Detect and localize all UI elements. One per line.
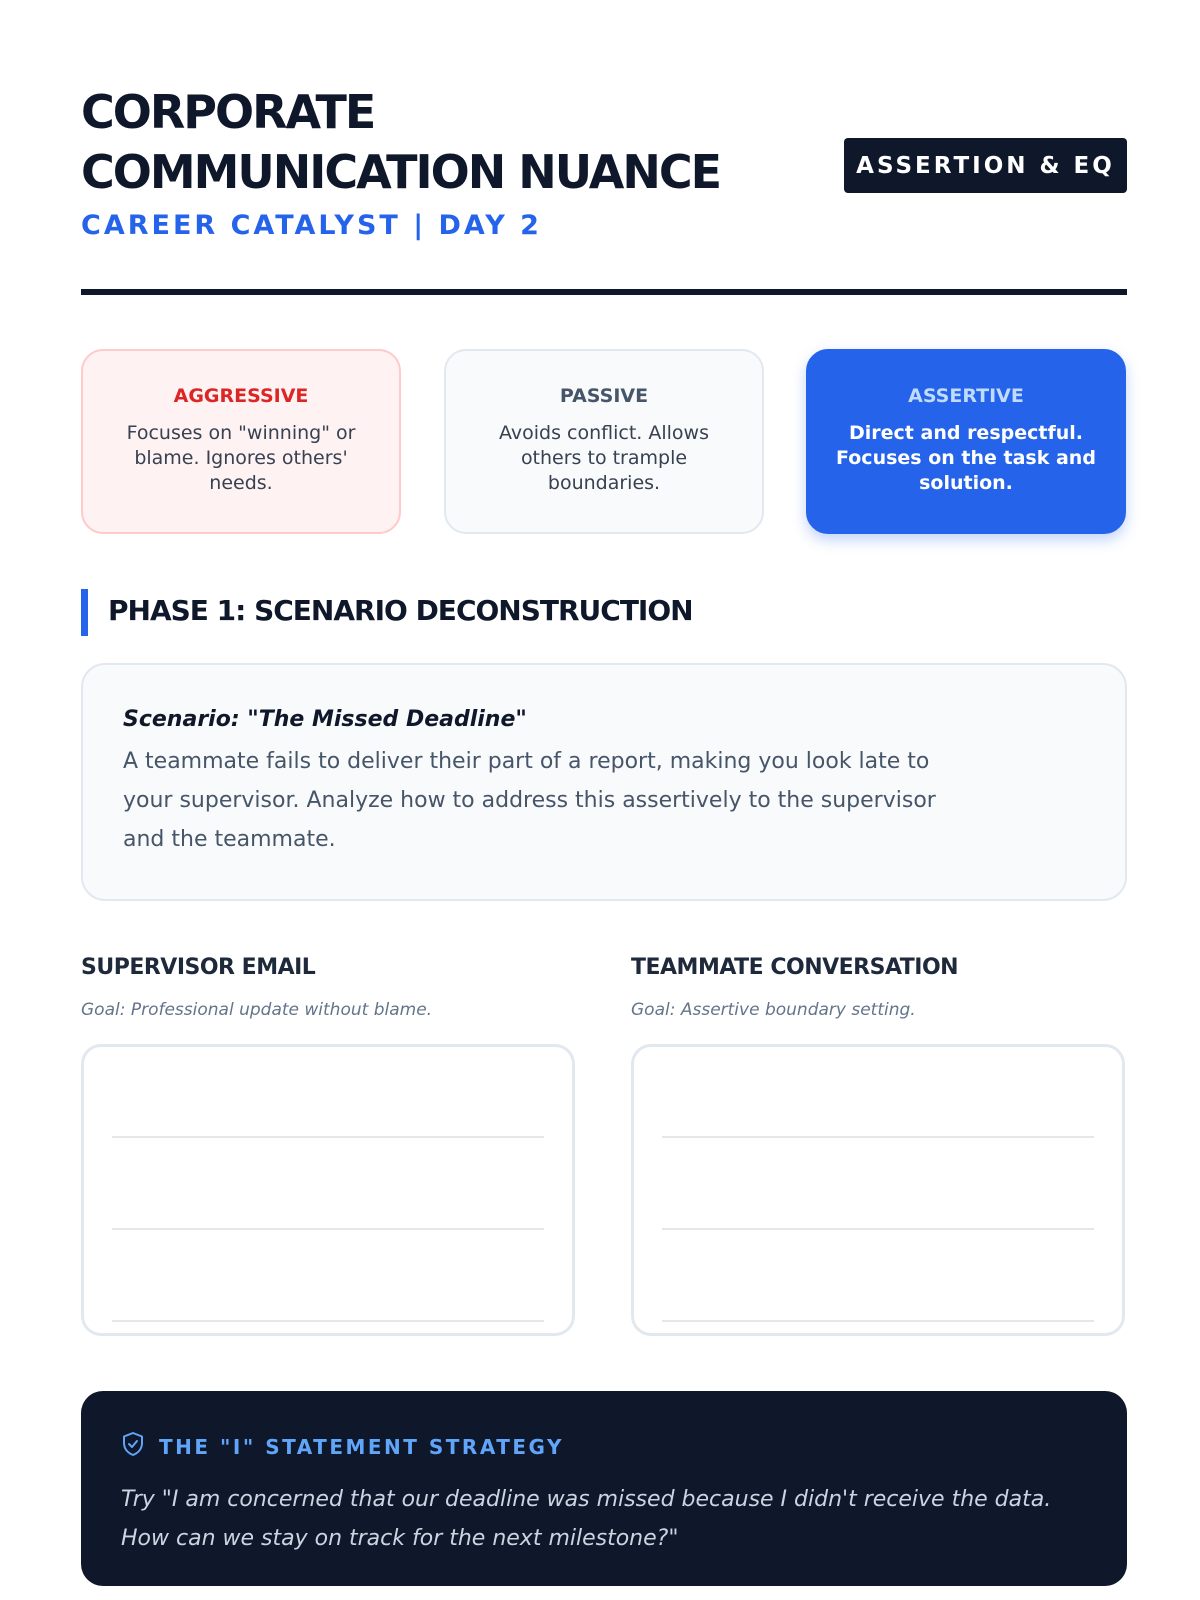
writing-line <box>662 1228 1094 1230</box>
style-card-label: AGGRESSIVE <box>173 385 309 407</box>
strategy-header <box>121 1431 1087 1462</box>
strategy-box <box>81 1391 1127 1586</box>
writing-line <box>662 1320 1094 1322</box>
style-card-passive <box>444 349 764 534</box>
scenario-box <box>81 663 1127 901</box>
section-goal: Goal: Professional update without blame. <box>81 1000 433 1020</box>
style-card-label: PASSIVE <box>559 385 649 407</box>
page-title: CORPORATE COMMUNICATION NUANCE <box>81 85 720 199</box>
teammate-conversation-section <box>631 955 1125 1020</box>
strategy-title: THE "I" STATEMENT STRATEGY <box>159 1434 565 1459</box>
section-goal: Goal: Assertive boundary setting. <box>631 1000 916 1020</box>
topic-badge: ASSERTION & EQ <box>844 138 1127 193</box>
writing-line <box>112 1228 544 1230</box>
supervisor-email-section <box>81 955 575 1020</box>
phase-accent-bar <box>81 589 88 636</box>
phase-heading: PHASE 1: SCENARIO DECONSTRUCTION <box>108 594 693 627</box>
teammate-conversation-answer-box[interactable] <box>631 1044 1125 1336</box>
worksheet-page <box>81 0 1127 1600</box>
shield-check-icon <box>121 1431 145 1462</box>
scenario-title: Scenario: "The Missed Deadline" <box>123 707 527 732</box>
writing-line <box>662 1136 1094 1138</box>
style-card-description: Avoids conflict. Allows others to trample boundaries. <box>499 422 709 494</box>
writing-line <box>112 1320 544 1322</box>
strategy-example: Try "I am concerned that our deadline was missed because I didn't receive the data. How can we stay on track for the next milestone?" <box>121 1487 1052 1551</box>
page-subtitle: CAREER CATALYST | DAY 2 <box>81 210 542 241</box>
header-divider <box>81 289 1127 295</box>
section-title: TEAMMATE CONVERSATION <box>631 955 959 980</box>
scenario-description: A teammate fails to deliver their part of a report, making you look late to your supervisor. Analyze how to address this assertively to the supervisor and the teammate. <box>123 749 936 852</box>
style-card-aggressive <box>81 349 401 534</box>
style-card-assertive <box>806 349 1126 534</box>
supervisor-email-answer-box[interactable] <box>81 1044 575 1336</box>
style-card-label: ASSERTIVE <box>908 385 1024 407</box>
writing-line <box>112 1136 544 1138</box>
style-card-description: Focuses on "winning" or blame. Ignores others' needs. <box>126 422 356 494</box>
style-card-description: Direct and respectful. Focuses on the task and solution. <box>836 422 1096 494</box>
section-title: SUPERVISOR EMAIL <box>81 955 316 980</box>
